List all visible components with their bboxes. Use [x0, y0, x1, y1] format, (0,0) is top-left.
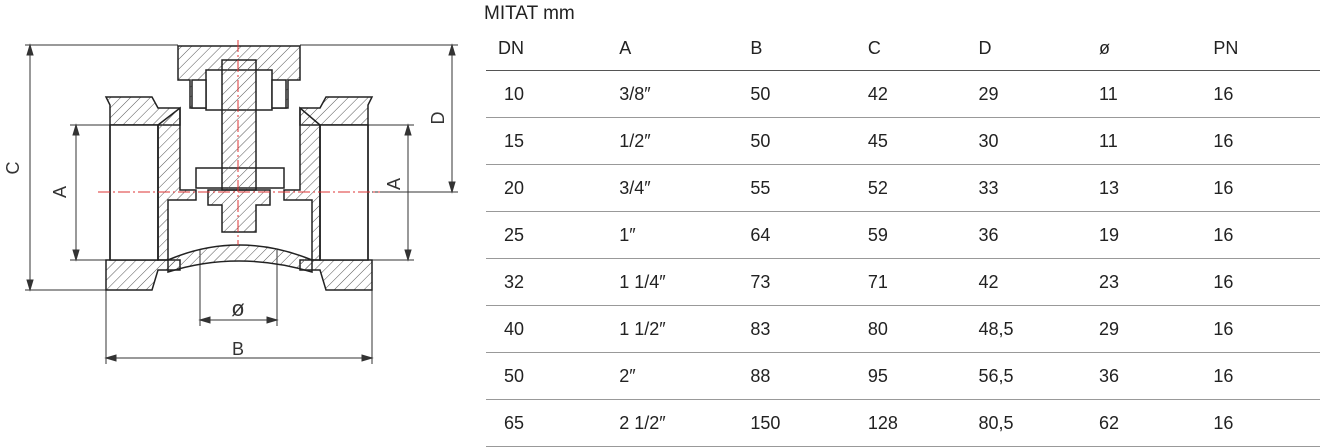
- table-cell: 33: [979, 165, 1100, 212]
- table-cell: 52: [868, 165, 979, 212]
- table-cell: 50: [486, 353, 619, 400]
- table-cell: 62: [1099, 400, 1213, 447]
- table-cell: 16: [1213, 212, 1320, 259]
- table-row: [486, 165, 1320, 212]
- table-cell: 40: [486, 306, 619, 353]
- table-cell: 1 1/2″: [619, 306, 750, 353]
- dimension-c-label: C: [3, 161, 23, 175]
- table-cell: 3/4″: [619, 165, 750, 212]
- header-d: D: [979, 26, 1100, 71]
- header-dn: DN: [486, 26, 619, 71]
- table-cell: 11: [1099, 118, 1213, 165]
- table-cell: 30: [979, 118, 1100, 165]
- table-row: [486, 400, 1320, 447]
- table-row: [486, 259, 1320, 306]
- table-cell: 42: [979, 259, 1100, 306]
- table-cell: 36: [1099, 353, 1213, 400]
- header-c: C: [868, 26, 979, 71]
- table-cell: 48,5: [979, 306, 1100, 353]
- table-header-row: [486, 26, 1320, 71]
- table-row: [486, 71, 1320, 118]
- table-cell: 32: [486, 259, 619, 306]
- table-cell: 1 1/4″: [619, 259, 750, 306]
- dimension-phi-label: ø: [231, 296, 245, 321]
- table-cell: 3/8″: [619, 71, 750, 118]
- header-phi: ø: [1099, 26, 1213, 71]
- table-cell: 95: [868, 353, 979, 400]
- table-row: [486, 306, 1320, 353]
- table-cell: 45: [868, 118, 979, 165]
- table-cell: 71: [868, 259, 979, 306]
- table-cell: 13: [1099, 165, 1213, 212]
- table-cell: 11: [1099, 71, 1213, 118]
- table-cell: 128: [868, 400, 979, 447]
- valve-body: [106, 46, 372, 290]
- table-cell: 42: [868, 71, 979, 118]
- table-row: [486, 118, 1320, 165]
- table-row: [486, 353, 1320, 400]
- dimensions-table: [486, 26, 1320, 447]
- dimension-d-label: D: [428, 111, 448, 125]
- table-cell: 16: [1213, 259, 1320, 306]
- table-cell: 65: [486, 400, 619, 447]
- table-cell: 36: [979, 212, 1100, 259]
- table-cell: 2″: [619, 353, 750, 400]
- header-pn: PN: [1213, 26, 1320, 71]
- table-cell: 15: [486, 118, 619, 165]
- table-cell: 16: [1213, 118, 1320, 165]
- table-cell: 16: [1213, 165, 1320, 212]
- table-cell: 20: [486, 165, 619, 212]
- header-a: A: [619, 26, 750, 71]
- table-cell: 50: [750, 118, 867, 165]
- table-cell: 73: [750, 259, 867, 306]
- table-cell: 19: [1099, 212, 1213, 259]
- table-cell: 59: [868, 212, 979, 259]
- table-cell: 1/2″: [619, 118, 750, 165]
- table-cell: 2 1/2″: [619, 400, 750, 447]
- table-cell: 55: [750, 165, 867, 212]
- table-cell: 80,5: [979, 400, 1100, 447]
- table-cell: 16: [1213, 353, 1320, 400]
- table-cell: 16: [1213, 71, 1320, 118]
- table-cell: 56,5: [979, 353, 1100, 400]
- table-cell: 83: [750, 306, 867, 353]
- dimension-b-label: B: [231, 339, 245, 359]
- table-cell: 16: [1213, 400, 1320, 447]
- table-cell: 50: [750, 71, 867, 118]
- dimension-a-right-label: A: [384, 177, 404, 191]
- valve-technical-drawing: [0, 0, 470, 447]
- table-cell: 88: [750, 353, 867, 400]
- table-cell: 29: [1099, 306, 1213, 353]
- table-cell: 64: [750, 212, 867, 259]
- table-cell: 29: [979, 71, 1100, 118]
- table-cell: 1″: [619, 212, 750, 259]
- table-cell: 150: [750, 400, 867, 447]
- table-title: MITAT mm: [484, 3, 575, 24]
- header-b: B: [750, 26, 867, 71]
- table-row: [486, 212, 1320, 259]
- dimension-a-left-label: A: [50, 185, 70, 199]
- table-cell: 23: [1099, 259, 1213, 306]
- table-cell: 16: [1213, 306, 1320, 353]
- table-cell: 10: [486, 71, 619, 118]
- table-cell: 25: [486, 212, 619, 259]
- table-cell: 80: [868, 306, 979, 353]
